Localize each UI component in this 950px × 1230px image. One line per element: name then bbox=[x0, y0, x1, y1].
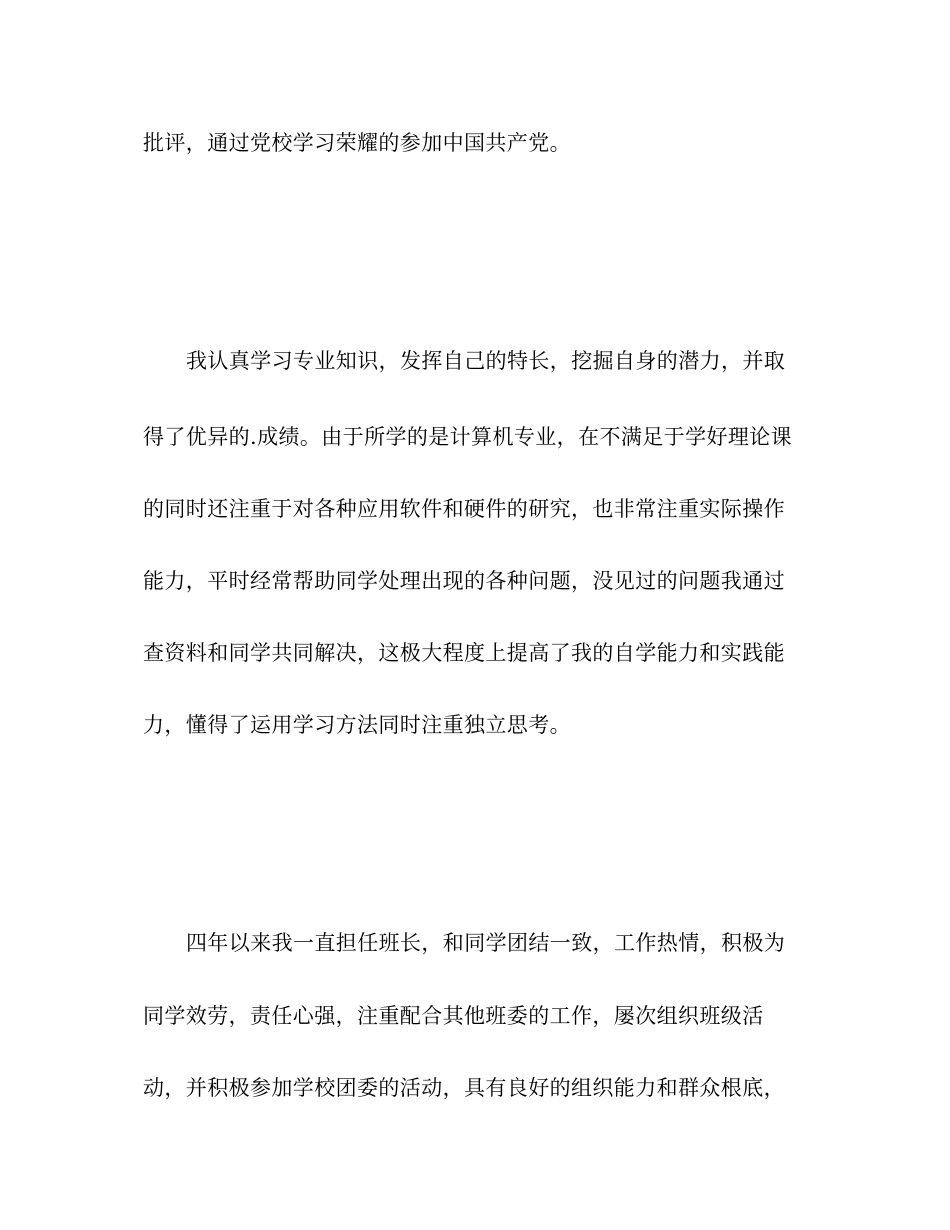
paragraph-study-line-2: 得了优异的.成绩。由于所学的是计算机专业，在不满足于学好理论课 bbox=[143, 425, 793, 449]
paragraph-study-line-4: 能力，平时经常帮助同学处理出现的各种问题，没见过的问题我通过 bbox=[143, 569, 785, 593]
paragraph-study-line-6: 力，懂得了运用学习方法同时注重独立思考。 bbox=[143, 713, 571, 737]
paragraph-study-line-1: 我认真学习专业知识，发挥自己的特长，挖掘自身的潜力，并取 bbox=[186, 349, 786, 373]
paragraph-study-line-5: 查资料和同学共同解决，这极大程度上提高了我的自学能力和实践能 bbox=[143, 641, 785, 665]
paragraph-monitor-line-2: 同学效劳，责任心强，注重配合其他班委的工作，屡次组织班级活 bbox=[143, 1004, 764, 1028]
paragraph-monitor-line-1: 四年以来我一直担任班长，和同学团结一致，工作热情，积极为 bbox=[186, 931, 786, 955]
paragraph-intro-line-1: 批评，通过党校学习荣耀的参加中国共产党。 bbox=[143, 131, 571, 155]
paragraph-monitor-line-3: 动，并积极参加学校团委的活动，具有良好的组织能力和群众根底， bbox=[143, 1076, 785, 1100]
paragraph-study-line-3: 的同时还注重于对各种应用软件和硬件的研究，也非常注重实际操作 bbox=[143, 497, 785, 521]
